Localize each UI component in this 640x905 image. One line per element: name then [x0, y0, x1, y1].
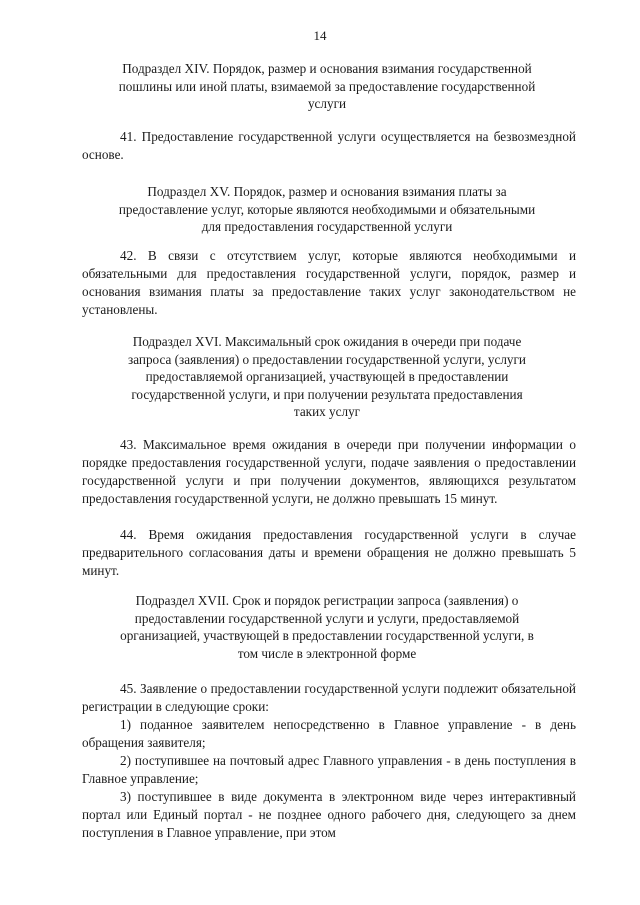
heading-line: запроса (заявления) о предоставлении государственной услуги, услуги — [128, 351, 526, 367]
heading-line: предоставлении государственной услуги и услуги, предоставляемой — [134, 610, 520, 626]
heading-line: Подраздел XVII. Срок и порядок регистрации запроса (заявления) о — [135, 593, 519, 608]
paragraph-42: 42. В связи с отсутствием услуг, которые являются необходимыми и обязательными для предоставления государственной услуги, порядок, размер и основания взимания платы за предоставление таких услуг законодательством не установлены. — [82, 248, 576, 317]
heading-line: Подраздел XVI. Максимальный срок ожидания в очереди при подаче — [132, 334, 522, 349]
paragraph-41: 41. Предоставление государственной услуги осуществляется на безвозмездной основе. — [82, 129, 576, 162]
section-heading-xiv — [82, 60, 572, 113]
section-heading-xvii — [82, 592, 572, 662]
section-heading-xvi — [82, 333, 572, 421]
heading-line: Подраздел XV. Порядок, размер и основания взимания платы за — [147, 184, 507, 199]
paragraph-43: 43. Максимальное время ожидания в очереди при получении информации о порядке предоставления государственной услуги, подаче заявления о предоставлении государственной услуги и при получении документов, являющихся результатом предоставления государственной услуги, не должно превышать 15 минут. — [82, 437, 576, 506]
heading-line: предоставление услуг, которые являются необходимыми и обязательными — [118, 201, 536, 217]
page-number: 14 — [313, 28, 327, 43]
paragraph-45-item-3: 3) поступившее в виде документа в электронном виде через интерактивный портал или Единый портал - не позднее одного рабочего дня, следующего за днем поступления в Главное управление, при этом — [82, 789, 576, 840]
heading-line: организацией, участвующей в предоставлении государственной услуги, в — [120, 628, 534, 643]
heading-line: таких услуг — [293, 404, 361, 419]
paragraph-45: 45. Заявление о предоставлении государственной услуги подлежит обязательной регистрации в следующие сроки: — [82, 681, 576, 714]
heading-line: пошлины или иной платы, взимаемой за предоставление государственной — [118, 78, 536, 94]
heading-line: для предоставления государственной услуги — [201, 219, 453, 234]
heading-line: предоставляемой организацией, участвующей в предоставлении — [145, 369, 509, 384]
paragraph-45-item-1: 1) поданное заявителем непосредственно в Главное управление - в день обращения заявителя; — [82, 717, 576, 750]
heading-line: том числе в электронной форме — [237, 645, 417, 661]
heading-line: Подраздел XIV. Порядок, размер и основания взимания государственной — [122, 61, 532, 76]
heading-line: услуги — [307, 96, 347, 111]
paragraph-45-item-2: 2) поступившее на почтовый адрес Главного управления - в день поступления в Главное управление; — [82, 753, 576, 786]
heading-line: государственной услуги, и при получении результата предоставления — [131, 386, 523, 402]
section-heading-xv — [82, 183, 572, 236]
paragraph-44: 44. Время ожидания предоставления государственной услуги в случае предварительного согласования даты и времени обращения не должно превышать 5 минут. — [82, 527, 576, 578]
